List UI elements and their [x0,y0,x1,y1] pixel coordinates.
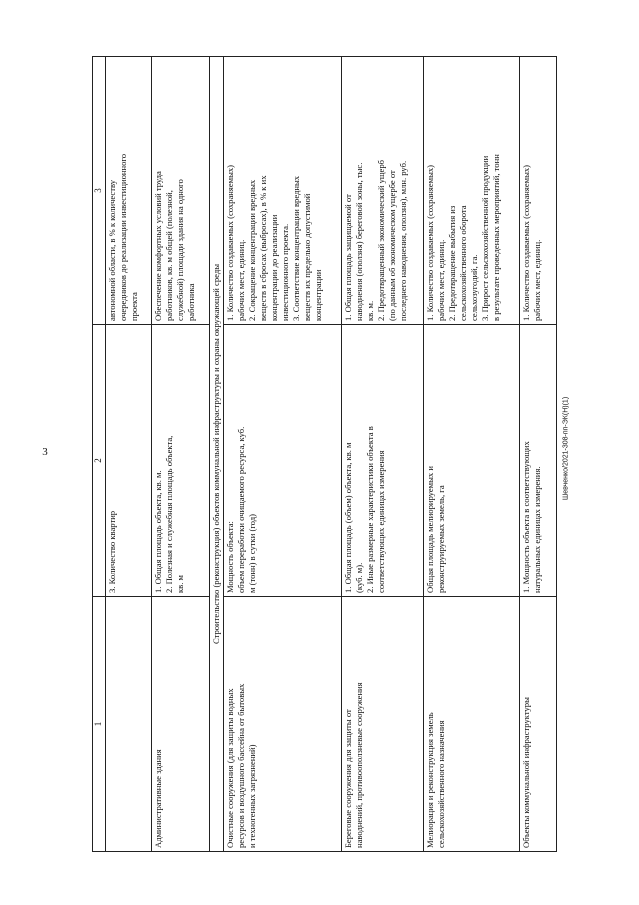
table-cell [152,597,210,852]
cell-line: 3. Количество квартир [107,510,117,593]
cell-line: 1. Общая площадь защищаемой от [343,194,353,321]
cell-line: м (тонн) в сутки (год) [247,514,257,593]
cell-line: проекта [129,292,139,321]
cell-line: рабочих мест, единиц. [236,239,246,321]
table-cell [152,325,210,597]
cell-line: концентрации до реализации [269,214,279,321]
table-cell [342,597,424,852]
cell-line: 1. Мощность объекта в соответствующих [521,441,531,593]
table-row [520,57,557,852]
cell-line: сельскохозяйственного назначения [436,720,446,848]
document-code: Шевченко/2021-308-пп-ЭК(Н)(1) [562,396,570,501]
table-cell [224,597,342,852]
cell-line: рабочих мест, единиц. [532,239,542,321]
table-cell [342,57,424,325]
table-cell [342,325,424,597]
cell-line: Мощность объекта: [225,521,235,593]
cell-line: ресурсов и воздушного бассейна от бытовых [236,683,246,848]
cell-line: Очистные сооружения (для защиты водных [225,688,235,848]
cell-line: 1. Количество создаваемых (сохраняемых) [425,164,435,321]
page-number: 3 [42,446,48,458]
table-row [224,57,342,852]
rotated-table-container [92,57,557,852]
table-cell [520,597,557,852]
cell-line: 1. Общая площадь объекта, кв. м. [153,470,163,593]
indicators-table [92,56,557,852]
table-header-row [93,57,106,852]
table-cell [224,325,342,597]
cell-line: очередников до реализации инвестиционного [118,154,128,321]
cell-line: автономной области, в % к количеству [107,179,117,321]
cell-line: работника [186,283,196,321]
section-row [210,57,224,852]
table-cell [106,597,152,852]
cell-line: 2. Предотвращенный экономический ущерб [376,159,386,321]
cell-line: веществ в сбросах (выбросах), в % к их [258,175,268,321]
cell-line: Береговые сооружения для защиты от [343,709,353,848]
cell-line: Объекты коммунальной инфраструктуры [521,697,531,848]
header-col-2: 2 [93,325,106,597]
cell-line: сельхозугодий, га. [469,254,479,321]
cell-line: кв. м [175,575,185,593]
cell-line: наводнений, противооползневые сооружения [354,682,364,848]
cell-line: (по данным об экономическом ущербе от [387,170,397,321]
section-title: Строительство (реконструкция) объектов коммунальной инфраструктуры и охраны окружающей среды [210,57,224,852]
cell-line: 2. Полезная и служебная площадь объекта, [164,435,174,593]
table-cell [520,57,557,325]
cell-line: служебной) площади здания на одного [175,179,185,321]
table-cell [152,57,210,325]
table-cell [224,57,342,325]
header-col-1: 1 [93,597,106,852]
cell-line: работников, кв. м общей (полезной, [164,190,174,321]
cell-line: 2. Иные размерные характеристики объекта в [365,426,375,593]
table-row [342,57,424,852]
cell-line: Обеспечение комфортных условий труда [153,171,163,321]
cell-line: наводнения (оползня) береговой зоны, тыс. [354,162,364,321]
table-cell [424,597,520,852]
table-cell [424,325,520,597]
cell-line: соответствующих единицах измерения [376,450,386,593]
cell-line: кв. м. [365,300,375,321]
table-cell [520,325,557,597]
cell-line: реконструируемых земель, га [436,485,446,593]
cell-line: 1. Количество создаваемых (сохраняемых) [521,164,531,321]
cell-line: в результате проведенных мероприятий, тонн [491,154,501,321]
table-cell [106,57,152,325]
table-cell [424,57,520,325]
cell-line: веществ их предельно допустимой [302,193,312,321]
cell-line: 1. Количество создаваемых (сохраняемых) [225,164,235,321]
header-col-3: 3 [93,57,106,325]
cell-line: последнего наводнения, оползня), млн. руб. [398,160,408,321]
cell-line: объем переработки очищаемого ресурса, куб. [236,426,246,593]
cell-line: рабочих мест, единиц. [436,239,446,321]
cell-line: Общая площадь мелиорируемых и [425,466,435,593]
cell-line: концентрации [313,269,323,321]
cell-line: Мелиорация и реконструкция земель [425,712,435,848]
cell-line: инвестиционного проекта. [280,223,290,321]
cell-line: сельскохозяйственного оборота [458,205,468,321]
cell-line: и техногенных загрязнений) [247,744,257,848]
cell-line: 3. Прирост сельскохозяйственной продукции [480,155,490,321]
cell-line: натуральных единицах измерения. [532,466,542,593]
cell-line: 2. Предотвращение выбытия из [447,205,457,321]
table-row [424,57,520,852]
cell-line: 3. Соответствие концентрации вредных [291,175,301,321]
cell-line: 2. Сокращение концентрации вредных [247,179,257,321]
table-row [152,57,210,852]
cell-line: Административные здания [153,749,163,848]
cell-line: 1. Общая площадь (объем) объекта, кв. м [343,442,353,593]
cell-line: (куб. м). [354,562,364,593]
table-row [106,57,152,852]
table-cell [106,325,152,597]
